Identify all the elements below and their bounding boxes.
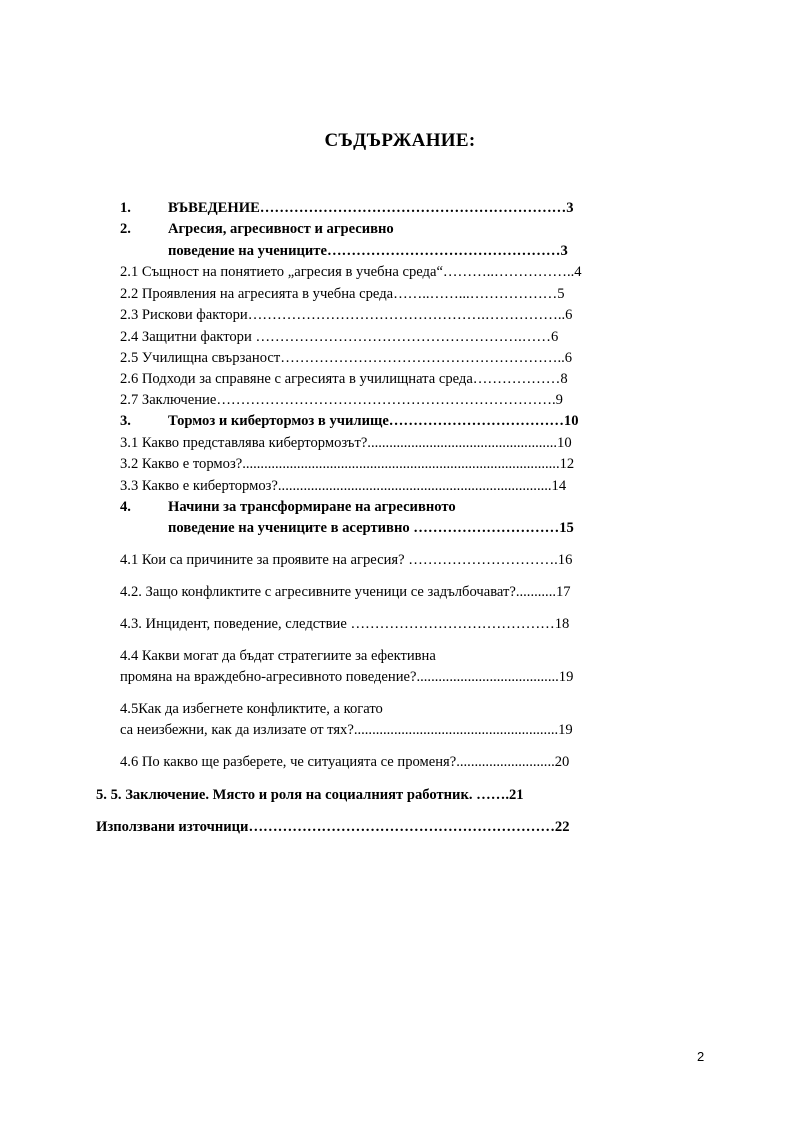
toc-entry-4-5: 4.5Как да избегнете конфликтите, а когато	[120, 701, 383, 717]
toc-entry-3-2: 3.2 Какво е тормоз?.......................................................................................12	[120, 456, 575, 472]
page-number: 2	[697, 1049, 705, 1064]
toc-entry-2-5: 2.5 Училищна свързаност…………………………………………………..6	[120, 350, 573, 366]
toc-entry-4: 4. Начини за трансформиране на агресивното	[120, 499, 456, 515]
toc-entry-2-cont: поведение на учениците…………………………………………3	[168, 243, 568, 259]
toc-entry-4-4-cont: промяна на враждебно-агресивното поведение?.......................................19	[120, 669, 574, 685]
toc-entry-2-7: 2.7 Заключение…………………………………………………………….9	[120, 392, 563, 408]
toc-entry-2-2: 2.2 Проявления на агресията в учебна среда……..……...………………5	[120, 286, 565, 302]
toc-entry-4-cont: поведение на учениците в асертивно …………………………15	[168, 520, 574, 536]
page-title: СЪДЪРЖАНИЕ:	[324, 130, 476, 151]
toc-entry-4-6: 4.6 По какво ще разберете, че ситуацията се променя?...........................20	[120, 754, 570, 770]
toc-entry-4-1: 4.1 Кои са причините за проявите на агресия? ………………………….16	[120, 552, 573, 568]
toc-entry-4-4: 4.4 Какви могат да бъдат стратегиите за ефективна	[120, 648, 436, 664]
toc-entry-2: 2. Агресия, агресивност и агресивно	[120, 221, 394, 237]
toc-entry-4-5-cont: са неизбежни, как да излизате от тях?........................................................19	[120, 722, 573, 738]
toc-entry-2-6: 2.6 Подходи за справяне с агресията в училищната среда………………8	[120, 371, 568, 387]
toc-entry-3-3: 3.3 Какво е кибертормоз?...........................................................................14	[120, 478, 567, 494]
toc-entry-2-1: 2.1 Същност на понятието „агресия в учебна среда“………..……………..4	[120, 264, 582, 280]
toc-entry-1: 1. ВЪВЕДЕНИЕ………………………………………………………3	[120, 200, 574, 216]
toc-entry-4-3: 4.3. Инцидент, поведение, следствие ……………………………………18	[120, 616, 570, 632]
toc-entry-5: 5. 5. Заключение. Място и роля на социалният работник. …….21	[96, 787, 524, 803]
toc-entry-sources: Използвани източници………………………………………………………22	[96, 819, 570, 835]
toc-entry-2-4: 2.4 Защитни фактори ……………………………………………….……6	[120, 329, 559, 345]
toc-entry-3: 3. Тормоз и кибертормоз в училище………………………………10	[120, 413, 579, 429]
toc-entry-3-1: 3.1 Какво представлява кибертормозът?....................................................10	[120, 435, 572, 451]
toc-entry-4-2: 4.2. Защо конфликтите с агресивните ученици се задълбочават?...........17	[120, 584, 571, 600]
toc-entry-2-3: 2.3 Рискови фактори………………………………………….……………..6	[120, 307, 573, 323]
